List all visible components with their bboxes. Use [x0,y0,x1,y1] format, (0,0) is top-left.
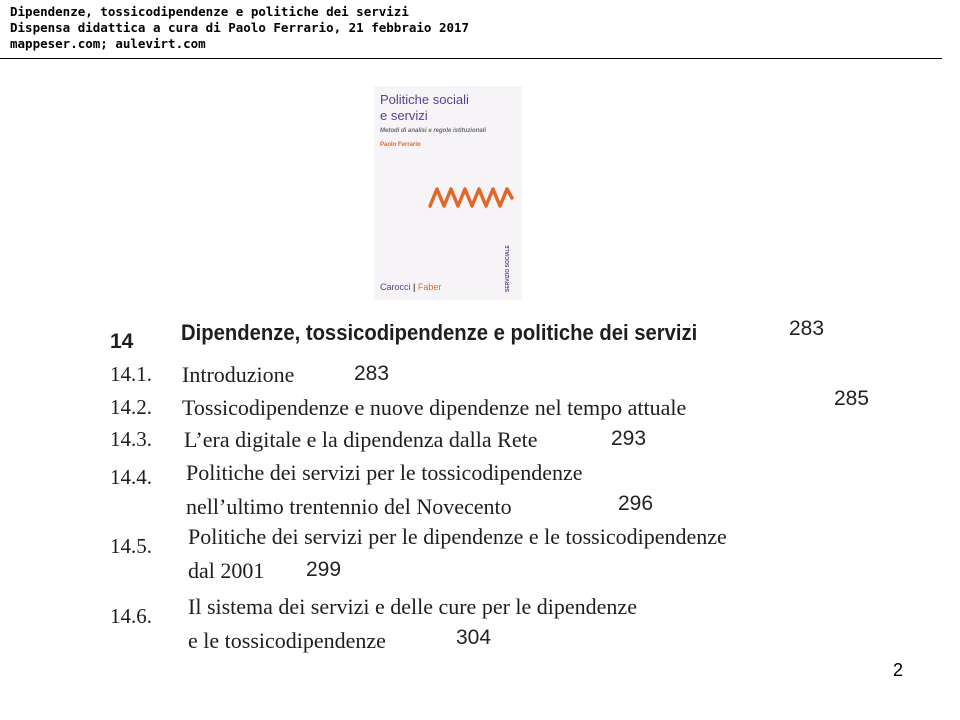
publisher-imprint: Faber [417,282,442,292]
section-number: 14.6. [110,604,152,628]
section-title: Introduzione [182,362,295,387]
book-series-label [500,226,514,294]
book-title-line2: e servizi [380,108,428,123]
book-subtitle: Metodi di analisi e regole istituzionali [380,128,487,134]
book-title [380,92,469,124]
section-number: 14.5. [110,534,152,558]
book-publisher: Carocci | Faber [380,282,442,292]
header-title: Dipendenze, tossicodipendenze e politiche dei servizi [10,4,409,19]
chapter-title: Dipendenze, tossicodipendenze e politiche dei servizi [181,320,698,345]
book-title-line1: Politiche sociali [380,92,469,107]
section-title: Politiche dei servizi per le tossicodipendenze [186,460,583,485]
section-number: 14.2. [110,395,152,419]
header-websites: mappeser.com; aulevirt.com [10,36,206,51]
section-title-continued: nell’ultimo trentennio del Novecento [186,494,512,519]
section-title: Tossicodipendenze e nuove dipendenze nel tempo attuale [182,395,687,420]
section-title: L’era digitale e la dipendenza dalla Rete [184,427,538,452]
document-header [10,4,469,52]
section-title: Il sistema dei servizi e delle cure per le dipendenze [188,594,637,619]
publisher-name: Carocci [380,282,411,292]
section-title-continued: dal 2001 [188,558,265,583]
slide-number: 2 [893,660,904,680]
section-title-continued: e le tossicodipendenze [188,628,386,653]
section-page: 296 [618,492,654,515]
section-page: 283 [354,362,390,385]
book-author: Paolo Ferrario [380,142,421,148]
series-text: SERVIZIO SOCIALE [505,245,511,292]
chapter-number: 14 [110,330,134,353]
section-page: 299 [306,558,342,581]
book-cover [374,86,522,300]
section-number: 14.4. [110,465,152,489]
header-divider [0,58,942,59]
zigzag-logo-icon [428,184,514,210]
section-title: Politiche dei servizi per le dipendenze e le tossicodipendenze [188,524,727,549]
section-page: 285 [834,387,870,410]
header-subtitle: Dispensa didattica a cura di Paolo Ferrario, 21 febbraio 2017 [10,20,470,35]
section-number: 14.3. [110,427,152,451]
chapter-page: 283 [789,317,825,340]
section-page: 304 [456,626,492,649]
section-number: 14.1. [110,362,152,386]
section-page: 293 [611,427,647,450]
